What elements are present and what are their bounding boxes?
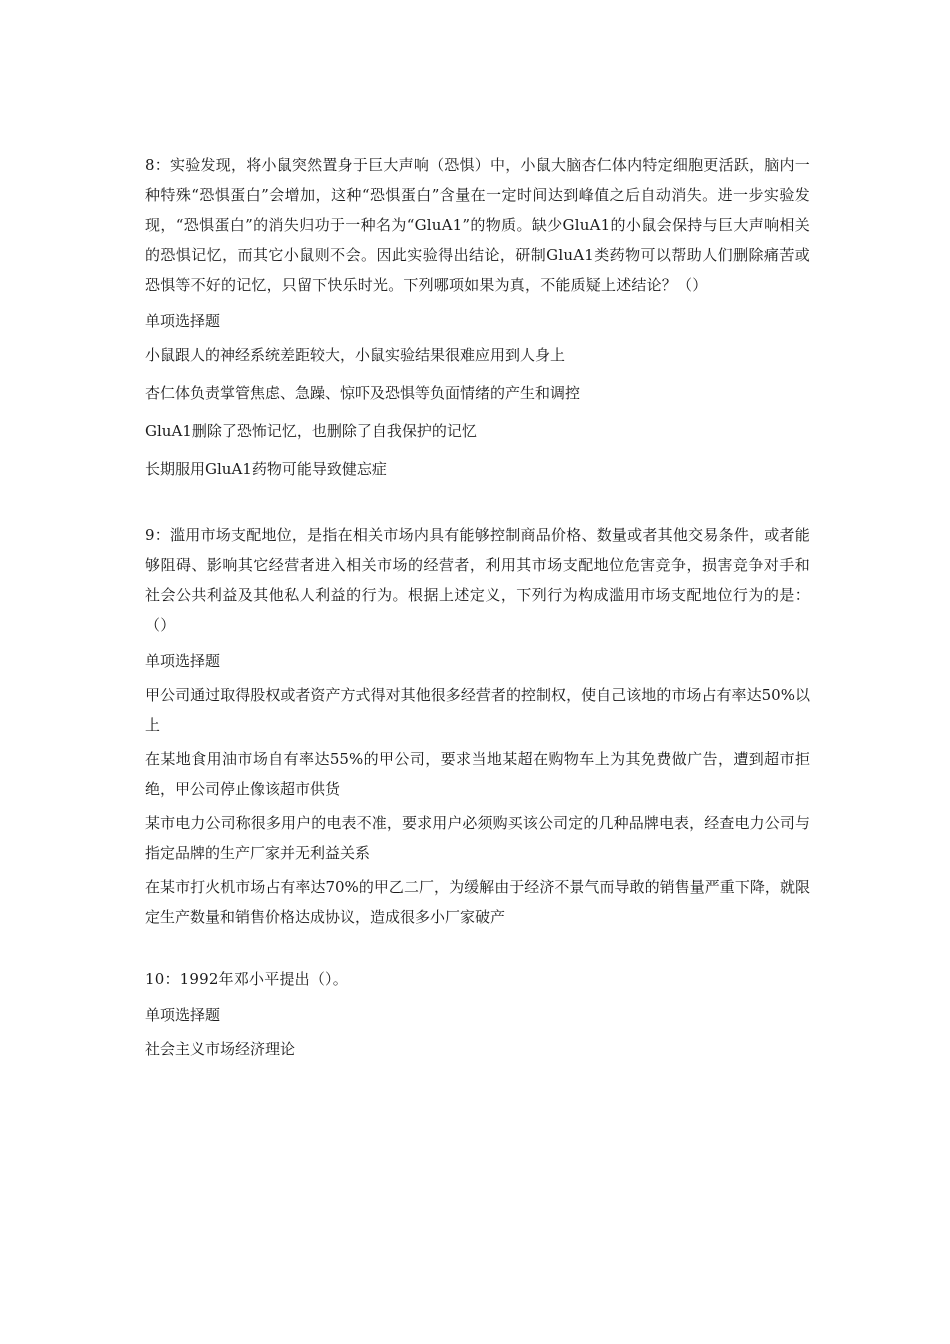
option-b: 在某地食用油市场自有率达55%的甲公司，要求当地某超在购物车上为其免费做广告，遭到超市拒绝，甲公司停止像该超市供货: [145, 750, 810, 798]
option-c: GluA1删除了恐怖记忆，也删除了自我保护的记忆: [145, 422, 477, 440]
question-stem: 10：1992年邓小平提出（）。: [145, 970, 348, 988]
option-c: 某市电力公司称很多用户的电表不准，要求用户必须购买该公司定的几种品牌电表，经查电力公司与指定品牌的生产厂家并无利益关系: [145, 814, 810, 862]
option-a: 小鼠跟人的神经系统差距较大，小鼠实验结果很难应用到人身上: [145, 346, 566, 364]
option-a: 甲公司通过取得股权或者资产方式得对其他很多经营者的控制权，使自己该地的市场占有率达50%以上: [145, 686, 810, 734]
question-8: [145, 150, 810, 484]
option-b: 杏仁体负责掌管焦虑、急躁、惊吓及恐惧等负面情绪的产生和调控: [145, 384, 581, 402]
question-type: 单项选择题: [145, 1006, 221, 1024]
question-10: [145, 964, 810, 1064]
option-d: 在某市打火机市场占有率达70%的甲乙二厂，为缓解由于经济不景气而导敢的销售量严重下降，就限定生产数量和销售价格达成协议，造成很多小厂家破产: [145, 878, 810, 926]
question-9: [145, 520, 810, 932]
question-stem: 9：滥用市场支配地位，是指在相关市场内具有能够控制商品价格、数量或者其他交易条件，或者能够阻碍、影响其它经营者进入相关市场的经营者，利用其市场支配地位危害竞争，损害竞争对手和社会公共利益及其他私人利益的行为。根据上述定义，下列行为构成滥用市场支配地位行为的是：（）: [145, 526, 810, 634]
option-list: [145, 680, 810, 932]
option-list: [145, 340, 810, 484]
option-d: 长期服用GluA1药物可能导致健忘症: [145, 460, 387, 478]
question-type: 单项选择题: [145, 312, 221, 330]
option-a: 社会主义市场经济理论: [145, 1040, 296, 1058]
question-separator: [145, 492, 810, 520]
question-type: 单项选择题: [145, 652, 221, 670]
option-list: [145, 1034, 810, 1064]
document-page: [145, 150, 810, 1072]
question-separator: [145, 936, 810, 964]
question-stem: 8：实验发现，将小鼠突然置身于巨大声响（恐惧）中，小鼠大脑杏仁体内特定细胞更活跃，脑内一种特殊“恐惧蛋白”会增加，这种“恐惧蛋白”含量在一定时间达到峰值之后自动消失。进一步实验发现，“恐惧蛋白”的消失归功于一种名为“GluA1”的物质。缺少GluA1的小鼠会保持与巨大声响相关的恐惧记忆，而其它小鼠则不会。因此实验得出结论，研制GluA1类药物可以帮助人们删除痛苦或恐惧等不好的记忆，只留下快乐时光。下列哪项如果为真，不能质疑上述结论？（）: [145, 156, 810, 294]
